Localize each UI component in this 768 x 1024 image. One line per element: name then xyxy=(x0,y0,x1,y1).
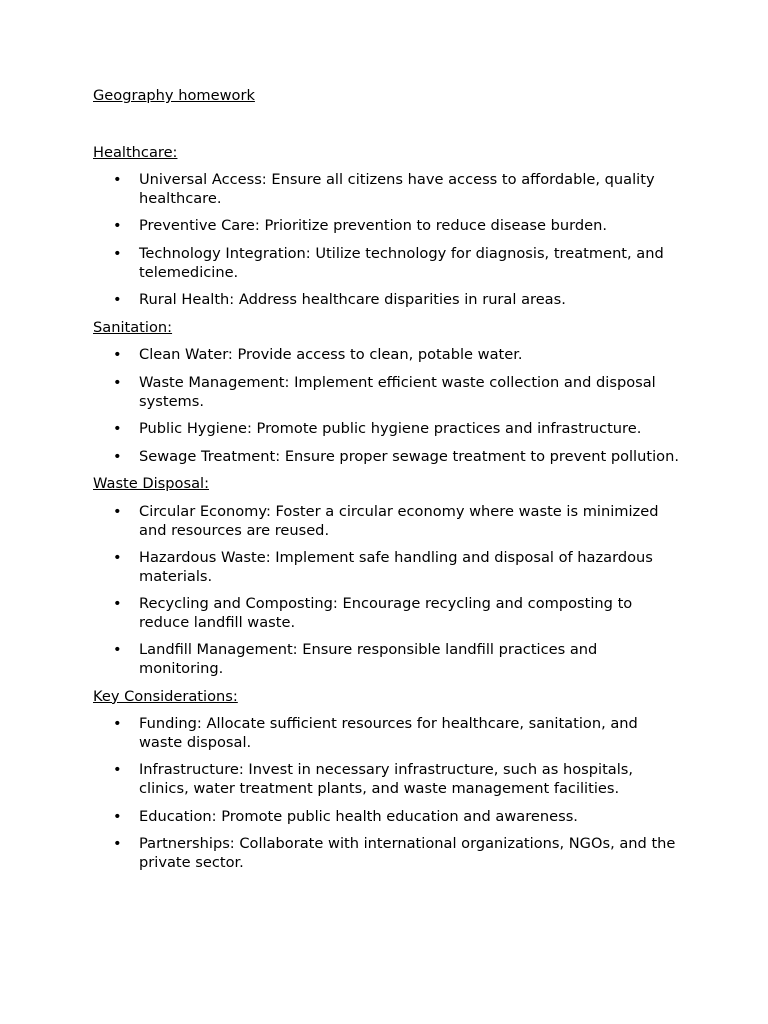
list-item xyxy=(93,503,683,540)
list-item xyxy=(93,448,683,467)
list-item xyxy=(93,291,683,310)
section-waste-disposal xyxy=(93,475,683,678)
list-item xyxy=(93,595,683,632)
list-item-text: Partnerships: Collaborate with international organizations, NGOs, and the private sector. xyxy=(139,835,676,871)
bullet-icon: • xyxy=(113,807,122,825)
section-healthcare xyxy=(93,144,683,310)
list-item xyxy=(93,346,683,365)
document-page xyxy=(93,87,683,881)
list-item-text: Infrastructure: Invest in necessary infrastructure, such as hospitals, clinics, water treatment plants, and waste management facilities. xyxy=(139,761,634,798)
list-item-text: Recycling and Composting: Encourage recycling and composting to reduce landfill waste. xyxy=(139,595,633,631)
list-item xyxy=(93,641,683,678)
bullet-icon: • xyxy=(113,420,122,438)
list-item xyxy=(93,374,683,411)
bullet-list-waste-disposal xyxy=(93,503,683,679)
list-item-text: Technology Integration: Utilize technology for diagnosis, treatment, and telemedicine. xyxy=(139,244,664,281)
list-item xyxy=(93,245,683,282)
list-item xyxy=(93,420,683,439)
bullet-icon: • xyxy=(113,373,122,391)
list-item-text: Clean Water: Provide access to clean, potable water. xyxy=(139,346,523,364)
list-item xyxy=(93,171,683,208)
list-item-text: Landfill Management: Ensure responsible landfill practices and monitoring. xyxy=(139,641,598,678)
list-item-text: Waste Management: Implement efficient waste collection and disposal systems. xyxy=(139,373,656,410)
bullet-icon: • xyxy=(113,595,122,613)
section-heading-key-considerations: Key Considerations: xyxy=(93,687,238,705)
bullet-list-sanitation xyxy=(93,346,683,466)
list-item-text: Circular Economy: Foster a circular economy where waste is minimized and resources are reused. xyxy=(139,502,659,539)
section-sanitation xyxy=(93,319,683,467)
bullet-icon: • xyxy=(113,761,122,779)
list-item-text: Rural Health: Address healthcare disparities in rural areas. xyxy=(139,291,566,309)
bullet-icon: • xyxy=(113,447,122,465)
list-item-text: Education: Promote public health education and awareness. xyxy=(139,807,578,825)
bullet-icon: • xyxy=(113,346,122,364)
bullet-icon: • xyxy=(113,171,122,189)
bullet-icon: • xyxy=(113,549,122,567)
bullet-list-key-considerations xyxy=(93,715,683,872)
list-item xyxy=(93,715,683,752)
bullet-icon: • xyxy=(113,835,122,853)
bullet-icon: • xyxy=(113,715,122,733)
bullet-icon: • xyxy=(113,502,122,520)
list-item-text: Funding: Allocate sufficient resources for healthcare, sanitation, and waste disposal. xyxy=(139,715,638,751)
list-item xyxy=(93,835,683,872)
list-item-text: Hazardous Waste: Implement safe handling and disposal of hazardous materials. xyxy=(139,549,653,585)
section-key-considerations xyxy=(93,688,683,873)
bullet-icon: • xyxy=(113,641,122,659)
list-item xyxy=(93,808,683,827)
list-item xyxy=(93,761,683,798)
bullet-icon: • xyxy=(113,217,122,235)
list-item-text: Preventive Care: Prioritize prevention to reduce disease burden. xyxy=(139,217,608,235)
section-heading-sanitation: Sanitation: xyxy=(93,318,173,336)
list-item-text: Public Hygiene: Promote public hygiene practices and infrastructure. xyxy=(139,420,642,438)
document-title: Geography homework xyxy=(93,87,255,104)
list-item xyxy=(93,217,683,236)
section-heading-healthcare: Healthcare: xyxy=(93,143,178,161)
list-item-text: Sewage Treatment: Ensure proper sewage treatment to prevent pollution. xyxy=(139,447,679,465)
list-item-text: Universal Access: Ensure all citizens have access to affordable, quality healthcare. xyxy=(139,171,655,207)
bullet-icon: • xyxy=(113,291,122,309)
section-heading-waste-disposal: Waste Disposal: xyxy=(93,475,209,493)
bullet-icon: • xyxy=(113,244,122,262)
list-item xyxy=(93,549,683,586)
bullet-list-healthcare xyxy=(93,171,683,310)
